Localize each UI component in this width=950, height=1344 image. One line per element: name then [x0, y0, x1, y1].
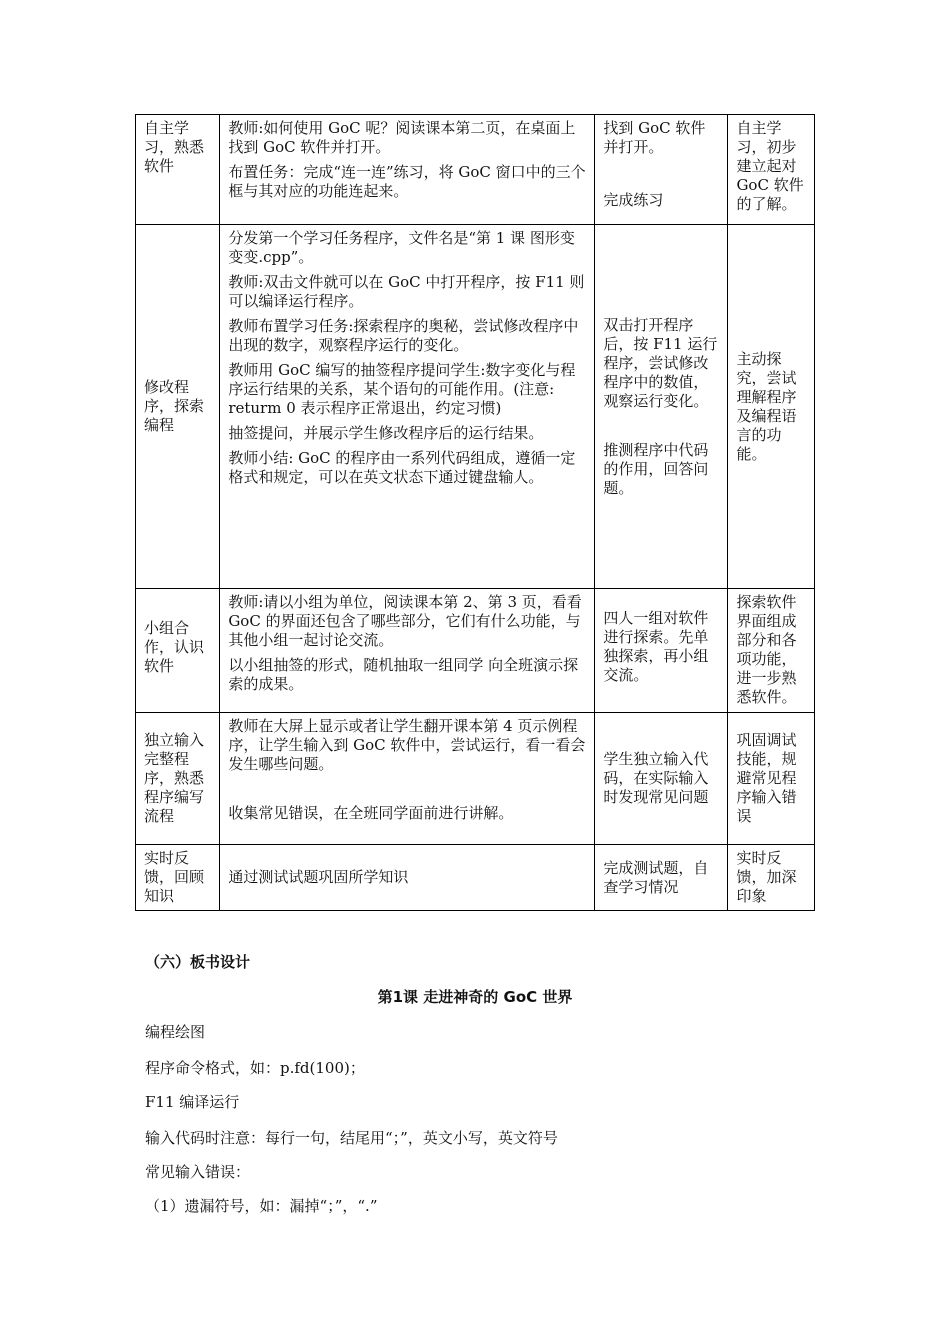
teacher-text: 抽签提问，并展示学生修改程序后的运行结果。 — [228, 424, 544, 442]
stage-text: 小组合作，认识软件 — [144, 619, 205, 675]
teacher-text: 教师布置学习任务:探索程序的奥秘，尝试修改程序中出现的数字，观察程序运行的变化。 — [228, 317, 579, 354]
intent-text: 主动探究，尝试理解程序及编程语言的功能。 — [736, 349, 797, 463]
table-row — [136, 713, 815, 845]
teacher-cell — [220, 713, 595, 845]
teacher-text: 以小组抽签的形式，随机抽取一组同学 向全班演示探索的成果。 — [228, 656, 579, 693]
board-line: （1）遗漏符号，如：漏掉“；”，“.” — [145, 1197, 378, 1215]
stage-cell — [136, 845, 220, 911]
intent-text: 自主学习，初步建立起对 GoC 软件的了解。 — [736, 119, 804, 213]
student-text: 推测程序中代码的作用，回答问题。 — [603, 440, 709, 497]
intent-cell — [728, 589, 815, 713]
student-text: 双击打开程序后，按 F11 运行程序，尝试修改程序中的数值，观察运行变化。 — [603, 315, 718, 410]
stage-cell — [136, 713, 220, 845]
intent-cell — [728, 845, 815, 911]
stage-cell — [136, 115, 220, 225]
teacher-text: 布置任务：完成“连一连”练习，将 GoC 窗口中的三个框与其对应的功能连起来。 — [228, 163, 586, 200]
board-line: 常见输入错误： — [145, 1163, 251, 1181]
stage-text: 独立输入完整程序，熟悉程序编写流程 — [144, 731, 205, 825]
student-text: 完成练习 — [603, 191, 664, 209]
table-row — [136, 589, 815, 713]
board-line: F11 编译运行 — [145, 1093, 240, 1111]
student-text: 找到 GoC 软件并打开。 — [603, 119, 706, 156]
teacher-text: 通过测试试题巩固所学知识 — [228, 868, 409, 886]
teacher-cell — [220, 845, 595, 911]
table-row — [136, 225, 815, 589]
intent-text: 探索软件界面组成部分和各项功能，进一步熟悉软件。 — [736, 593, 797, 706]
student-cell — [595, 115, 728, 225]
intent-text: 实时反馈，加深印象 — [736, 849, 797, 905]
teacher-text: 教师:如何使用 GoC 呢？阅读课本第二页，在桌面上找到 GoC 软件并打开。 — [228, 119, 576, 156]
student-cell — [595, 589, 728, 713]
section-heading: （六）板书设计 — [145, 953, 251, 971]
table-row — [136, 845, 815, 911]
teacher-cell — [220, 225, 595, 589]
board-line: 编程绘图 — [145, 1023, 206, 1041]
teacher-cell — [220, 115, 595, 225]
stage-text: 修改程序，探索编程 — [144, 378, 205, 434]
teacher-text: 教师用 GoC 编写的抽签程序提问学生:数字变化与程序运行结果的关系，某个语句的可能作用。(注意: returm 0 表示程序正常退出，约定习惯) — [228, 361, 576, 417]
teacher-text: 教师:双击文件就可以在 GoC 中打开程序，按 F11 则可以编译运行程序。 — [228, 273, 585, 310]
lesson-process-table — [135, 114, 815, 911]
teacher-text: 收集常见错误，在全班同学面前进行讲解。 — [228, 804, 514, 822]
intent-cell — [728, 115, 815, 225]
board-title: 第1课 走进神奇的 GoC 世界 — [377, 988, 573, 1006]
student-cell — [595, 225, 728, 589]
stage-text: 实时反馈，回顾知识 — [144, 849, 205, 905]
intent-text: 巩固调试技能，规避常见程序输入错误 — [736, 731, 797, 825]
student-cell — [595, 845, 728, 911]
student-text: 学生独立输入代码，在实际输入时发现常见问题 — [603, 750, 709, 806]
board-line: 程序命令格式，如：p.fd(100)； — [145, 1059, 365, 1077]
student-cell — [595, 713, 728, 845]
student-text: 四人一组对软件进行探索。先单独探索，再小组交流。 — [603, 609, 709, 684]
teacher-text: 教师在大屏上显示或者让学生翻开课本第 4 页示例程序，让学生输入到 GoC 软件中，尝试运行，看一看会发生哪些问题。 — [228, 717, 586, 773]
teacher-text: 教师:请以小组为单位，阅读课本第 2、第 3 页，看看 GoC 的界面还包含了哪些部分，它们有什么功能，与其他小组一起讨论交流。 — [228, 593, 582, 649]
teacher-cell — [220, 589, 595, 713]
teacher-text: 分发第一个学习任务程序，文件名是“第 1 课 图形变变变.cpp”。 — [228, 229, 575, 266]
stage-cell — [136, 225, 220, 589]
table-row — [136, 115, 815, 225]
student-text: 完成测试题，自查学习情况 — [603, 858, 709, 896]
intent-cell — [728, 713, 815, 845]
stage-cell — [136, 589, 220, 713]
board-line: 输入代码时注意：每行一句，结尾用“；”，英文小写，英文符号 — [145, 1129, 558, 1147]
stage-text: 自主学习，熟悉软件 — [144, 119, 205, 175]
intent-cell — [728, 225, 815, 589]
teacher-text: 教师小结: GoC 的程序由一系列代码组成，遵循一定格式和规定，可以在英文状态下通过键盘输人。 — [228, 449, 576, 486]
